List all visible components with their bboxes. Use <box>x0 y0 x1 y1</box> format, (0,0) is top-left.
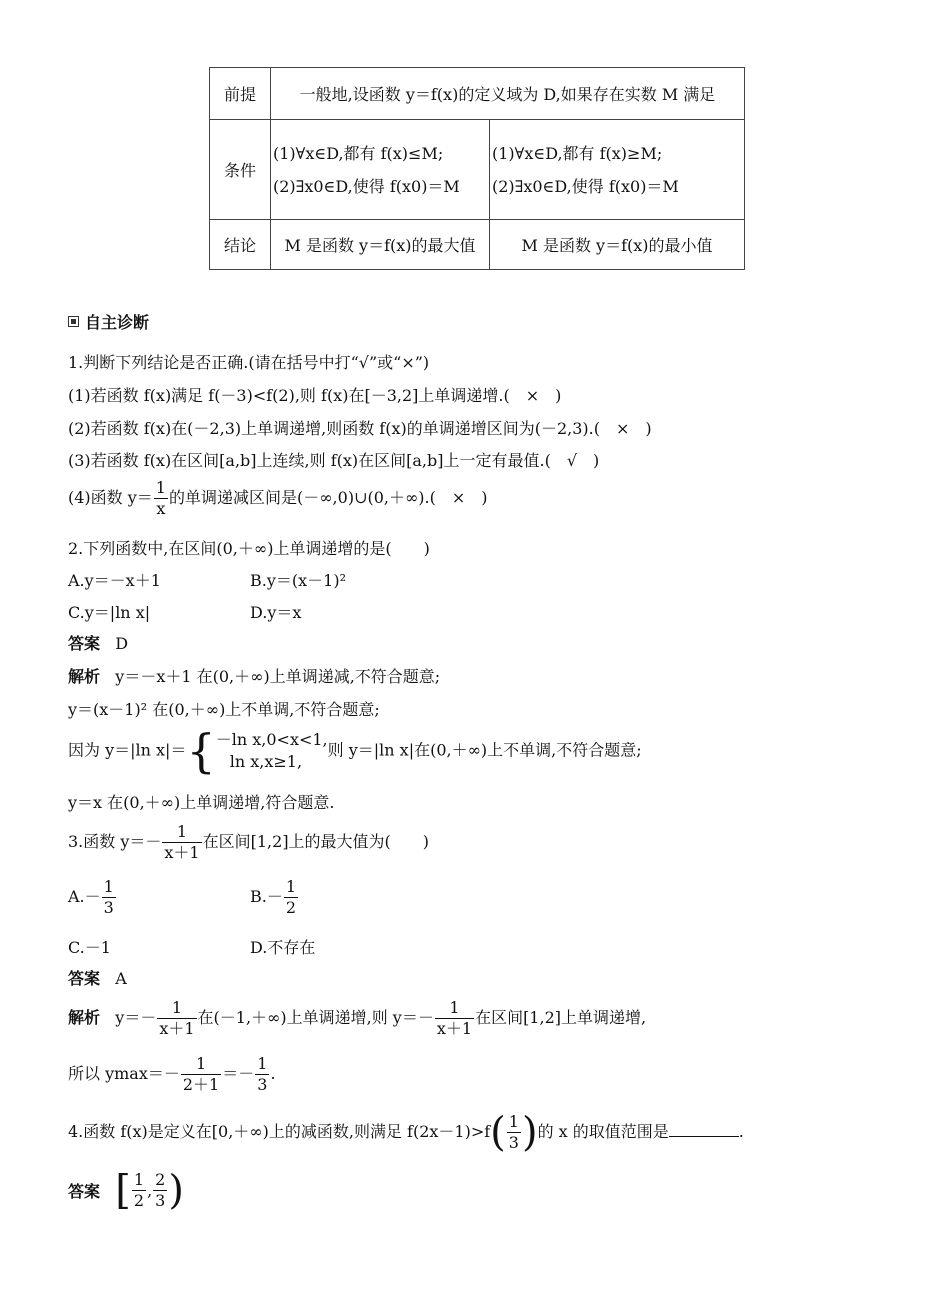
q2-stem: 2.下列函数中,在区间(0,＋∞)上单调递增的是( ) <box>68 539 430 558</box>
q2-analysis-3: 因为 y＝|ln x|＝{ －ln x,0<x<1, ln x,x≥1, 则 y＝|ln x|在(0,＋∞)上不单调,不符合题意; <box>68 724 642 778</box>
q3-stem: 3.函数 y＝－ $\frac{1}{x+1}$ 在区间[1,2]上的最大值为( ) <box>68 822 430 862</box>
q3-option-b: B.－ $\frac{1}{2}$ <box>250 877 297 917</box>
q2-option-b: B.y＝(x－1)² <box>250 571 346 590</box>
max-cond-2: (2)∃x0∈D,使得 f(x0)＝M <box>273 176 460 196</box>
min-condition <box>490 120 745 220</box>
q2-analysis-4: y＝x 在(0,＋∞)上单调递增,符合题意. <box>68 793 335 812</box>
answer-blank <box>669 1122 739 1137</box>
q2-answer: 答案 D <box>68 634 129 653</box>
q3-analysis-2: 所以 ymax＝－ $\frac{1}{2+1}$ ＝－ $\frac{1}{3}$ . <box>68 1054 276 1094</box>
q1-statement-4: (4)函数 y＝ $\frac{1}{x}$ 的单调递减区间是(－∞,0)∪(0,＋∞).( × ) <box>68 478 488 518</box>
q2-option-c: C.y＝|ln x| <box>68 603 151 622</box>
conclusion-max: M 是函数 y＝f(x)的最大值 <box>271 220 490 270</box>
max-cond-1: (1)∀x∈D,都有 f(x)≤M; <box>273 143 444 163</box>
square-bullet-icon <box>68 316 79 327</box>
q2-analysis-1: 解析 y＝－x＋1 在(0,＋∞)上单调递减,不符合题意; <box>68 667 441 686</box>
q1-statement-2: (2)若函数 f(x)在(－2,3)上单调递增,则函数 f(x)的单调递增区间为(－2,3).( × ) <box>68 419 652 438</box>
q1-statement-3: (3)若函数 f(x)在区间[a,b]上连续,则 f(x)在区间[a,b]上一定有最值.( √ ) <box>68 451 600 470</box>
section-heading: 自主诊断 <box>68 310 149 333</box>
q3-option-a: A.－ $\frac{1}{3}$ <box>68 877 114 917</box>
q2-analysis-2: y＝(x－1)² 在(0,＋∞)上不单调,不符合题意; <box>68 700 380 719</box>
q3-option-d: D.不存在 <box>250 938 316 957</box>
q3-answer: 答案 A <box>68 969 127 988</box>
q2-option-a: A.y＝－x＋1 <box>68 571 161 590</box>
condition-label: 条件 <box>210 120 271 220</box>
definition-table <box>209 67 745 270</box>
q3-analysis-1: 解析 y＝－ $\frac{1}{x+1}$ 在(－1,＋∞)上单调递增,则 y＝－ $\frac{1}{x+1}$ 在区间[1,2]上单调递增, <box>68 998 647 1038</box>
min-cond-2: (2)∃x0∈D,使得 f(x0)＝M <box>492 176 679 196</box>
conclusion-min: M 是函数 y＝f(x)的最小值 <box>490 220 745 270</box>
max-condition <box>271 120 490 220</box>
q3-option-c: C.－1 <box>68 938 111 957</box>
premise-label: 前提 <box>210 68 271 120</box>
q1-statement-1: (1)若函数 f(x)满足 f(－3)<f(2),则 f(x)在[－3,2]上单调递增.( × ) <box>68 386 562 405</box>
q4-stem: 4.函数 f(x)是定义在[0,＋∞)上的减函数,则满足 f(2x－1)>f( $\frac{1}{3}$ )的 x 的取值范围是 . <box>68 1109 744 1156</box>
min-cond-1: (1)∀x∈D,都有 f(x)≥M; <box>492 143 663 163</box>
q4-answer: 答案 [ $\frac{1}{2}$ , $\frac{2}{3}$ ) <box>68 1167 184 1214</box>
q1-stem: 1.判断下列结论是否正确.(请在括号中打“√”或“×”) <box>68 353 430 372</box>
q2-option-d: D.y＝x <box>250 603 302 622</box>
premise-text: 一般地,设函数 y＝f(x)的定义域为 D,如果存在实数 M 满足 <box>271 68 745 120</box>
conclusion-label: 结论 <box>210 220 271 270</box>
